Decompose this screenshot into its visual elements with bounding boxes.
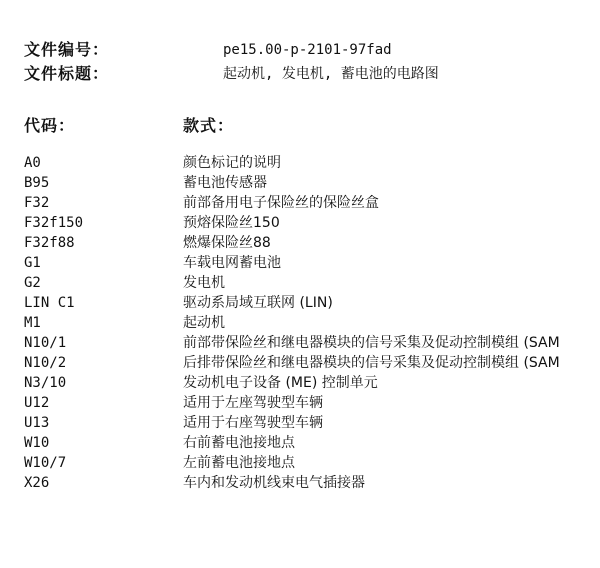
table-header [24, 116, 234, 136]
component-code: U13 [24, 415, 50, 431]
component-description: 颜色标记的说明 [183, 155, 281, 171]
document-number-value: pe15.00-p-2101-97fad [223, 42, 392, 58]
component-code: G2 [24, 275, 41, 291]
document-number-label: 文件编号： [24, 40, 110, 59]
table-row [24, 214, 600, 234]
table-row [24, 154, 600, 174]
component-code: N10/1 [24, 335, 67, 351]
component-description: 预熔保险丝150 [183, 215, 280, 231]
component-description: 后排带保险丝和继电器模块的信号采集及促动控制模组 (SAM [183, 355, 560, 371]
component-description: 车载电网蓄电池 [183, 255, 281, 271]
table-row [24, 394, 600, 414]
component-description: 驱动系局域互联网 (LIN) [183, 295, 333, 311]
component-description: 发电机 [183, 275, 225, 291]
component-description: 左前蓄电池接地点 [183, 455, 295, 471]
component-code: X26 [24, 475, 50, 491]
component-code: W10 [24, 435, 50, 451]
table-row [24, 454, 600, 474]
component-code: F32f150 [24, 215, 84, 231]
component-code: N10/2 [24, 355, 67, 371]
table-row [24, 174, 600, 194]
table-row [24, 354, 600, 374]
component-code: F32f88 [24, 235, 75, 251]
table-row [24, 474, 600, 494]
document-meta [24, 40, 439, 88]
style-column-header: 款式： [183, 116, 235, 135]
component-description: 适用于右座驾驶型车辆 [183, 415, 323, 431]
component-code: B95 [24, 175, 50, 191]
table-row [24, 294, 600, 314]
table-row [24, 234, 600, 254]
component-code: F32 [24, 195, 50, 211]
component-description: 起动机 [183, 315, 225, 331]
component-description: 适用于左座驾驶型车辆 [183, 395, 323, 411]
table-row [24, 194, 600, 214]
component-code: LIN C1 [24, 295, 75, 311]
document-title-value: 起动机, 发电机, 蓄电池的电路图 [223, 66, 439, 82]
table-row [24, 274, 600, 294]
component-description: 车内和发动机线束电气插接器 [183, 475, 365, 491]
component-code: U12 [24, 395, 50, 411]
component-description: 前部带保险丝和继电器模块的信号采集及促动控制模组 (SAM [183, 335, 560, 351]
component-code: W10/7 [24, 455, 67, 471]
code-column-header: 代码： [24, 116, 76, 135]
component-code: N3/10 [24, 375, 67, 391]
component-list [24, 154, 600, 494]
table-row [24, 434, 600, 454]
table-row [24, 254, 600, 274]
table-row [24, 374, 600, 394]
document-number-row [24, 40, 439, 64]
document-title-row [24, 64, 439, 88]
table-row [24, 414, 600, 434]
table-row [24, 334, 600, 354]
component-description: 发动机电子设备 (ME) 控制单元 [183, 375, 378, 391]
component-description: 燃爆保险丝88 [183, 235, 271, 251]
component-description: 前部备用电子保险丝的保险丝盒 [183, 195, 379, 211]
component-code: M1 [24, 315, 41, 331]
component-code: A0 [24, 155, 41, 171]
component-code: G1 [24, 255, 41, 271]
document-title-label: 文件标题： [24, 64, 110, 83]
component-description: 右前蓄电池接地点 [183, 435, 295, 451]
component-description: 蓄电池传感器 [183, 175, 267, 191]
table-row [24, 314, 600, 334]
